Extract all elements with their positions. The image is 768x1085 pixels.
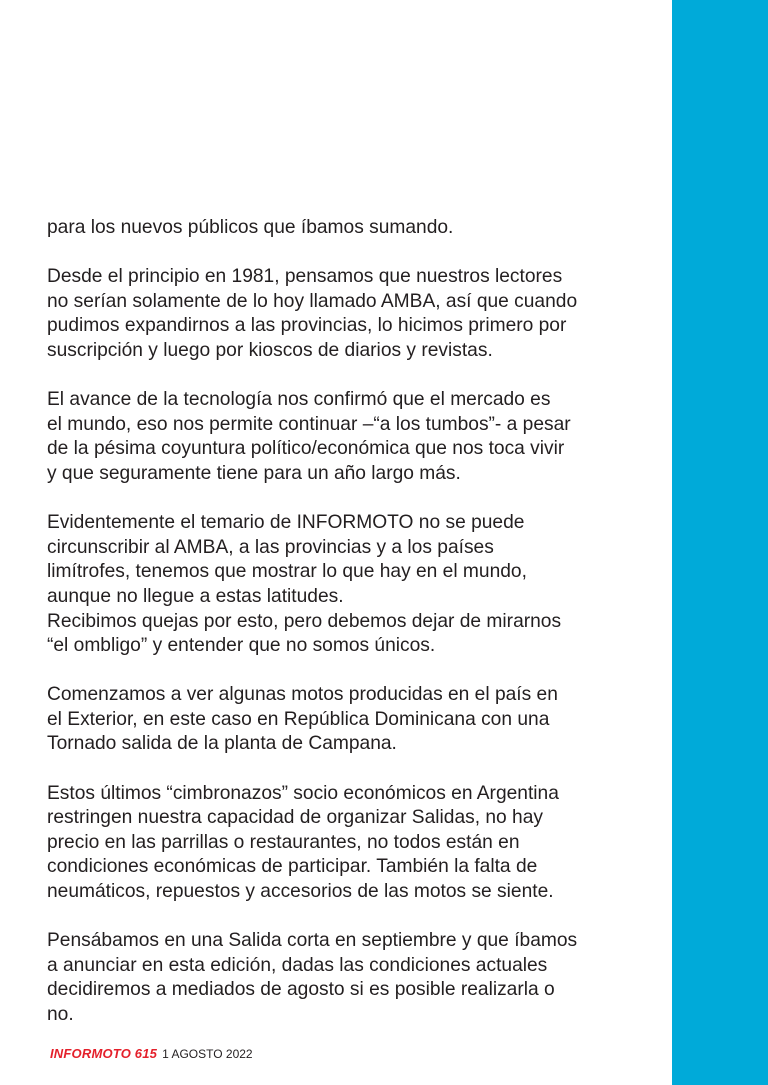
side-color-bar xyxy=(672,0,768,1085)
paragraph: El avance de la tecnología nos confirmó que el mercado es el mundo, eso nos permite continuar –“a los tumbos”- a pesar de la pésima coyuntura político/económica que nos toca vivir y que seguramente tiene para un año largo más. xyxy=(47,389,571,484)
paragraph: Estos últimos “cimbronazos” socio económicos en Argentina restringen nuestra capacidad de organizar Salidas, no hay precio en las parrillas o restaurantes, no todos están en condiciones económicas de participar. También la falta de neumáticos, repuestos y accesorios de las motos se siente. xyxy=(47,782,559,903)
paragraph: Recibimos quejas por esto, pero debemos dejar de mirarnos “el ombligo” y entender que no somos únicos. xyxy=(47,610,562,657)
paragraph: Desde el principio en 1981, pensamos que nuestros lectores no serían solamente de lo hoy llamado AMBA, así que cuando pudimos expandirnos a las provincias, lo hicimos primero por suscripción y luego por kioscos de diarios y revistas. xyxy=(47,266,578,361)
paragraph: Pensábamos en una Salida corta en septiembre y que íbamos a anunciar en esta edición, dadas las condiciones actuales decidiremos a mediados de agosto si es posible realizarla o no. xyxy=(47,930,578,1025)
issue-date: 1 AGOSTO 2022 xyxy=(162,1047,253,1061)
paragraph: Evidentemente el temario de INFORMOTO no se puede circunscribir al AMBA, a las provincias y a los países limítrofes, tenemos que mostrar lo que hay en el mundo, aunque no llegue a estas latitudes. xyxy=(47,512,527,607)
paragraph: para los nuevos públicos que íbamos sumando. xyxy=(47,217,454,238)
paragraph: Comenzamos a ver algunas motos producidas en el país en el Exterior, en este caso en República Dominicana con una Tornado salida de la planta de Campana. xyxy=(47,684,558,755)
article-body xyxy=(47,216,657,1052)
magazine-brand: INFORMOTO 615 xyxy=(50,1046,158,1061)
page-footer xyxy=(50,1046,253,1062)
